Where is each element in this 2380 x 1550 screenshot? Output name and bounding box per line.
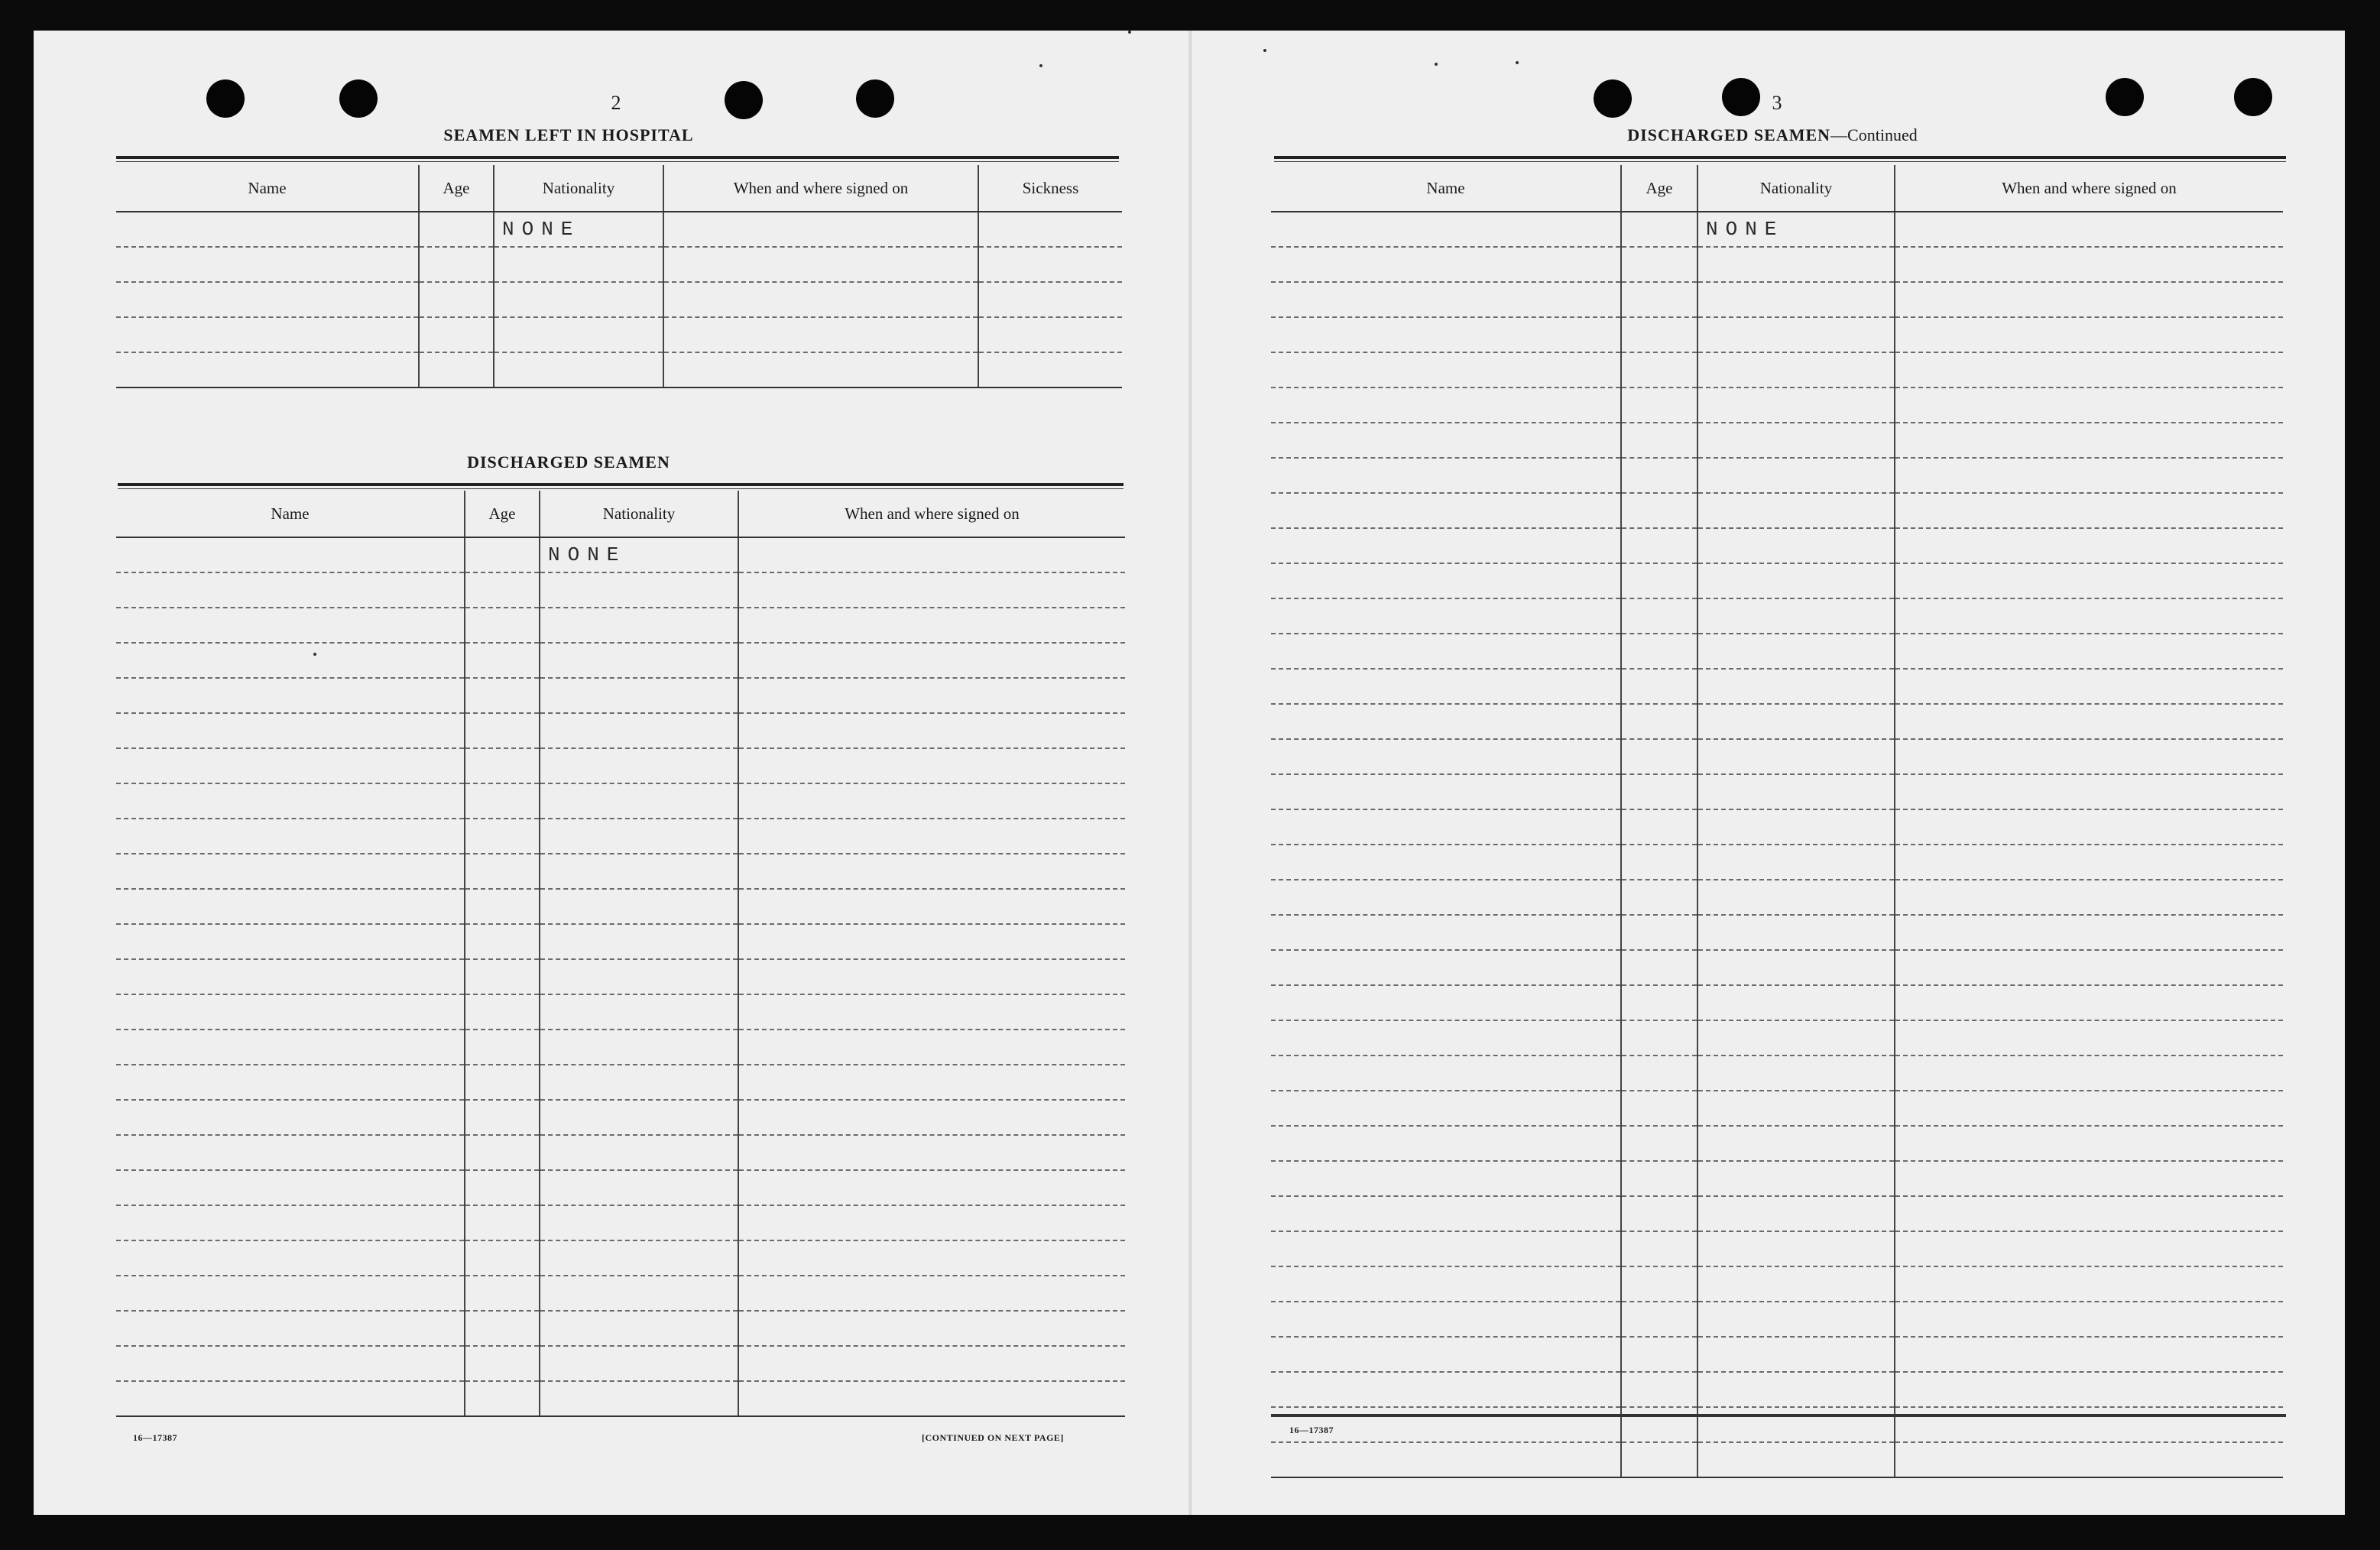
punch-hole	[339, 79, 378, 118]
heading-rule	[1274, 156, 2286, 162]
table-row	[116, 212, 1122, 247]
scan-speck	[1039, 64, 1042, 67]
table-row	[1271, 317, 2283, 352]
table-row	[116, 643, 1125, 678]
column-header-name: Name	[1271, 165, 1621, 212]
column-header-signed-on: When and where signed on	[663, 165, 978, 212]
right-page	[1192, 31, 2345, 1515]
table-row	[1271, 704, 2283, 739]
table-row	[1271, 247, 2283, 282]
scanned-document	[34, 31, 2345, 1515]
table-row	[1271, 1126, 2283, 1161]
table-row	[116, 924, 1125, 959]
table-row	[116, 959, 1125, 994]
table-row	[116, 1065, 1125, 1100]
table-row	[1271, 669, 2283, 704]
table-row	[1271, 1372, 2283, 1407]
punch-hole	[206, 79, 245, 118]
form-number: 16—17387	[1289, 1425, 1334, 1435]
punch-hole	[2234, 78, 2272, 116]
column-header-nationality: Nationality	[1697, 165, 1895, 212]
table-row	[116, 317, 1122, 352]
table-row	[1271, 1161, 2283, 1196]
table-row	[116, 1205, 1125, 1240]
column-header-name: Name	[116, 491, 465, 537]
table-row	[1271, 1407, 2283, 1442]
table-row	[116, 1135, 1125, 1170]
column-header-nationality: Nationality	[494, 165, 663, 212]
table-row	[116, 994, 1125, 1030]
column-header-name: Name	[116, 165, 419, 212]
table-row	[116, 678, 1125, 713]
table-row	[1271, 845, 2283, 880]
table-row	[1271, 282, 2283, 317]
column-header-signed-on: When and where signed on	[1895, 165, 2283, 212]
table-row	[1271, 1231, 2283, 1266]
scan-speck	[1263, 49, 1266, 52]
table-row	[116, 247, 1122, 282]
left-page	[34, 31, 1192, 1515]
table-row	[116, 282, 1122, 317]
typed-entry: NONE	[1697, 212, 1895, 247]
table-row	[116, 1240, 1125, 1276]
table-row	[1271, 809, 2283, 845]
table-row	[1271, 1302, 2283, 1337]
punch-hole	[856, 79, 894, 118]
continued-note: [CONTINUED ON NEXT PAGE]	[922, 1432, 1064, 1443]
page-number: 2	[611, 92, 621, 114]
heading-rule	[118, 483, 1124, 489]
table-row	[1271, 352, 2283, 388]
table-row	[1271, 774, 2283, 809]
typed-entry: NONE	[540, 537, 738, 572]
table-row	[116, 1311, 1125, 1346]
hospital-table	[116, 165, 1122, 388]
table-row	[1271, 388, 2283, 423]
table-row	[1271, 985, 2283, 1020]
table-row	[1271, 212, 2283, 247]
table-row	[1271, 1266, 2283, 1302]
table-row	[1271, 1020, 2283, 1055]
table-row	[1271, 1196, 2283, 1231]
section-title: DISCHARGED SEAMEN	[1627, 125, 1831, 144]
table-row	[116, 608, 1125, 643]
table-row	[1271, 915, 2283, 950]
form-number: 16—17387	[133, 1432, 177, 1443]
column-header-signed-on: When and where signed on	[738, 491, 1125, 537]
column-header-age: Age	[419, 165, 494, 212]
table-row	[116, 1276, 1125, 1311]
scan-speck	[1128, 31, 1131, 34]
table-row	[116, 572, 1125, 608]
page-number: 3	[1772, 92, 1782, 114]
table-row	[1271, 1055, 2283, 1091]
table-row	[1271, 528, 2283, 563]
discharged-section-title: DISCHARGED SEAMEN	[467, 452, 670, 472]
table-row	[116, 819, 1125, 854]
table-row	[1271, 634, 2283, 669]
punch-hole	[2106, 78, 2144, 116]
table-row	[116, 1381, 1125, 1416]
column-header-age: Age	[465, 491, 540, 537]
table-row	[1271, 1442, 2283, 1477]
column-header-nationality: Nationality	[540, 491, 738, 537]
table-row	[116, 748, 1125, 783]
table-row	[1271, 598, 2283, 634]
table-row	[1271, 563, 2283, 598]
discharged-continued-table	[1271, 165, 2283, 1478]
table-row	[116, 1346, 1125, 1381]
table-row	[116, 889, 1125, 924]
footer-rule	[1271, 1414, 2286, 1417]
table-row	[116, 854, 1125, 889]
typed-entry: NONE	[494, 212, 663, 247]
heading-rule	[116, 156, 1119, 162]
punch-hole	[725, 81, 763, 119]
table-row	[116, 1030, 1125, 1065]
column-header-sickness: Sickness	[978, 165, 1122, 212]
table-row	[116, 1100, 1125, 1135]
table-row	[1271, 1337, 2283, 1372]
table-row	[1271, 950, 2283, 985]
section-title-suffix: —Continued	[1830, 125, 1918, 144]
table-row	[116, 352, 1122, 388]
table-row	[116, 783, 1125, 819]
discharged-continued-title	[1574, 125, 1971, 145]
table-row	[1271, 1091, 2283, 1126]
discharged-table	[116, 491, 1125, 1417]
column-header-age: Age	[1621, 165, 1697, 212]
scan-speck	[1435, 63, 1438, 66]
table-row	[1271, 493, 2283, 528]
scan-speck	[313, 653, 316, 656]
table-row	[116, 537, 1125, 572]
punch-hole	[1594, 79, 1632, 118]
table-row	[1271, 739, 2283, 774]
table-row	[1271, 423, 2283, 458]
table-row	[116, 713, 1125, 748]
table-row	[1271, 458, 2283, 493]
table-row	[1271, 880, 2283, 915]
table-row	[116, 1170, 1125, 1205]
hospital-section-title: SEAMEN LEFT IN HOSPITAL	[443, 125, 694, 144]
scan-speck	[1516, 61, 1519, 64]
